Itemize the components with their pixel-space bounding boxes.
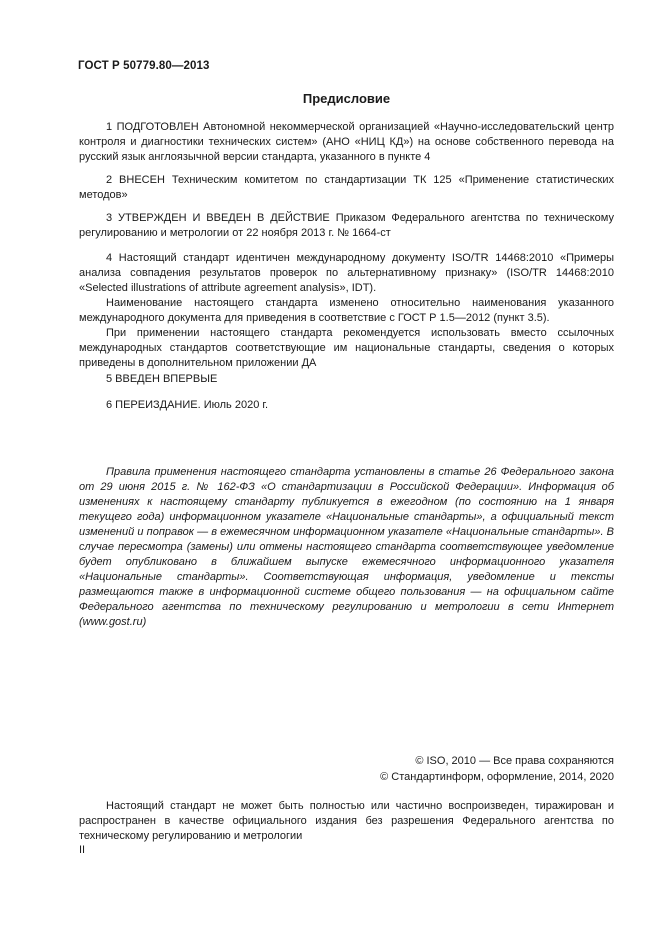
copyright-iso: © ISO, 2010 — Все права сохраняются — [415, 755, 614, 767]
foreword-item-4-para-1: 4 Настоящий стандарт идентичен международному документу ISO/TR 14468:2010 «Примеры анализа совпадения результатов проверок по альтернативному признаку» (ISO/TR 14468:2010 «Selected illustrations of attribute agreement analysis», IDT). — [79, 252, 614, 294]
foreword-item-2-text: 2 ВНЕСЕН Техническим комитетом по стандартизации ТК 125 «Применение статистических методов» — [79, 174, 614, 201]
copyright-standartinform: © Стандартинформ, оформление, 2014, 2020 — [380, 771, 614, 783]
document-code: ГОСТ Р 50779.80—2013 — [78, 60, 210, 72]
foreword-item-5-text: 5 ВВЕДЕН ВПЕРВЫЕ — [106, 373, 218, 385]
reproduction-notice-text: Настоящий стандарт не может быть полностью или частично воспроизведен, тиражирован и распространен в качестве официального издания без разрешения Федерального агентства по техническому регулированию и метрологии — [79, 800, 614, 842]
page-number: II — [79, 844, 86, 856]
foreword-item-6-text: 6 ПЕРЕИЗДАНИЕ. Июль 2020 г. — [106, 399, 269, 411]
foreword-item-6 — [79, 398, 614, 413]
foreword-item-4-para-3: При применении настоящего стандарта рекомендуется использовать вместо ссылочных международных стандартов соответствующие им национальные стандарты, сведения о которых приведены в дополнительном приложении ДА — [79, 327, 614, 369]
page-title: Предисловие — [302, 91, 391, 106]
foreword-item-3 — [79, 211, 614, 241]
reproduction-notice — [79, 799, 614, 844]
foreword-item-4 — [79, 251, 614, 371]
foreword-item-4-para-2: Наименование настоящего стандарта изменено относительно наименования указанного международного документа для приведения в соответствие с ГОСТ Р 1.5—2012 (пункт 3.5). — [79, 297, 614, 324]
foreword-item-2 — [79, 173, 614, 203]
foreword-item-1 — [79, 120, 614, 165]
foreword-item-5 — [79, 372, 614, 387]
standards-application-notice: Правила применения настоящего стандарта установлены в статье 26 Федерального закона от 29 июня 2015 г. № 162-ФЗ «О стандартизации в Российской Федерации». Информация об изменениях к настоящему стандарту публикуется в ежегодном (по состоянию на 1 января текущего года) информационном указателе «Национальные стандарты», а официальный текст изменений и поправок — в ежемесячном информационном указателе «Национальные стандарты». В случае пересмотра (замены) или отмены настоящего стандарта соответствующее уведомление будет опубликовано в ближайшем выпуске ежемесячного информационного указателя «Национальные стандарты». Соответствующая информация, уведомление и тексты размещаются также в информационной системе общего пользования — на официальном сайте Федерального агентства по техническому регулированию и метрологии в сети Интернет (www.gost.ru) — [79, 466, 614, 628]
foreword-item-3-text: 3 УТВЕРЖДЕН И ВВЕДЕН В ДЕЙСТВИЕ Приказом Федерального агентства по техническому регулированию и метрологии от 22 ноября 2013 г. № 1664-ст — [79, 212, 614, 239]
foreword-item-1-text: 1 ПОДГОТОВЛЕН Автономной некоммерческой организацией «Научно-исследовательский центр контроля и диагностики технических систем» (АНО «НИЦ КД») на основе собственного перевода на русский язык англоязычной версии стандарта, указанного в пункте 4 — [79, 121, 614, 163]
